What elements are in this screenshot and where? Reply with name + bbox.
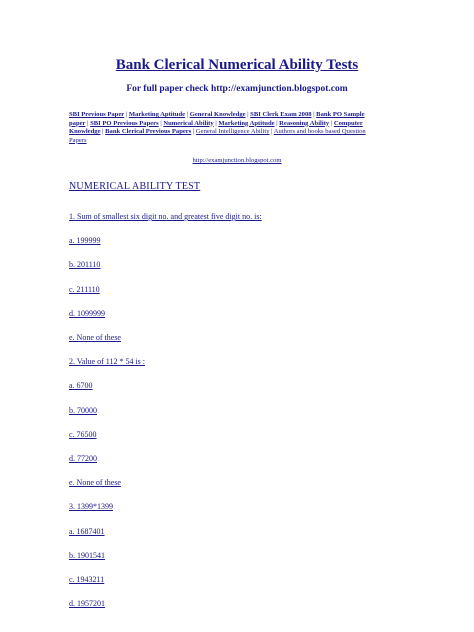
answer-option: b. 1901541 [69, 550, 105, 560]
answer-option: a. 1687401 [69, 526, 105, 536]
link-separator: | [191, 128, 196, 135]
question-text: 2. Value of 112 * 54 is : [69, 357, 145, 367]
answer-option: a. 199999 [69, 236, 101, 246]
link-separator: | [329, 119, 334, 127]
category-link[interactable]: General Knowledge [189, 111, 246, 118]
category-link[interactable]: Marketing Aptitude [218, 119, 275, 127]
answer-option: e. None of these [69, 333, 121, 342]
link-separator: | [100, 128, 106, 135]
subtitle-link[interactable]: For full paper check http://examjunction.blogspot.com [126, 84, 348, 94]
link-separator: | [274, 119, 280, 127]
category-link[interactable]: Numerical Ability [163, 119, 214, 127]
answer-option: d. 77200 [69, 454, 97, 463]
link-separator: | [245, 111, 251, 118]
answer-option: d. 1957201 [69, 599, 105, 609]
link-separator: | [158, 119, 164, 127]
link-separator: | [124, 111, 129, 118]
category-link[interactable]: SBI PO Previous Papers [90, 119, 159, 127]
test-heading: NUMERICAL ABILITY TEST [69, 181, 201, 192]
category-link[interactable]: Computer Knowledge [69, 119, 363, 135]
question-text: 3. 1399*1399 [69, 502, 113, 512]
category-link[interactable]: Reasoning Ability [279, 119, 330, 127]
site-url-link[interactable]: http://examjunction.blogspot.com [192, 157, 282, 164]
link-separator: | [213, 119, 219, 127]
category-link[interactable]: SBI Clerk Exam 2008 [250, 111, 312, 118]
category-link[interactable]: Bank PO Sample paper [69, 111, 365, 127]
link-separator: | [269, 128, 274, 135]
page-title: Bank Clerical Numerical Ability Tests [115, 57, 359, 73]
category-link[interactable]: Authors and books based Question Papers [69, 128, 366, 144]
answer-option: b. 70000 [69, 405, 97, 415]
link-separator: | [311, 111, 317, 118]
category-link[interactable]: SBI Previous Paper [69, 111, 125, 118]
question-text: 1. Sum of smallest six digit no. and greatest five digit no. is: [69, 212, 262, 221]
category-link[interactable]: Bank Clerical Previous Papers [105, 128, 192, 135]
answer-option: a. 6700 [69, 381, 93, 391]
answer-option: b. 201110 [69, 260, 101, 270]
answer-option: d. 1099999 [69, 308, 105, 318]
answer-option: e. None of these [69, 478, 121, 488]
link-separator: | [185, 111, 190, 118]
category-links [69, 111, 381, 145]
answer-option: c. 1943211 [69, 575, 105, 584]
category-link[interactable]: Marketing Aptitude [128, 111, 186, 118]
answer-option: c. 76500 [69, 429, 97, 439]
link-separator: | [85, 119, 91, 127]
category-link[interactable]: General Intelligence Ability [195, 128, 270, 135]
answer-option: c. 211110 [69, 284, 100, 294]
